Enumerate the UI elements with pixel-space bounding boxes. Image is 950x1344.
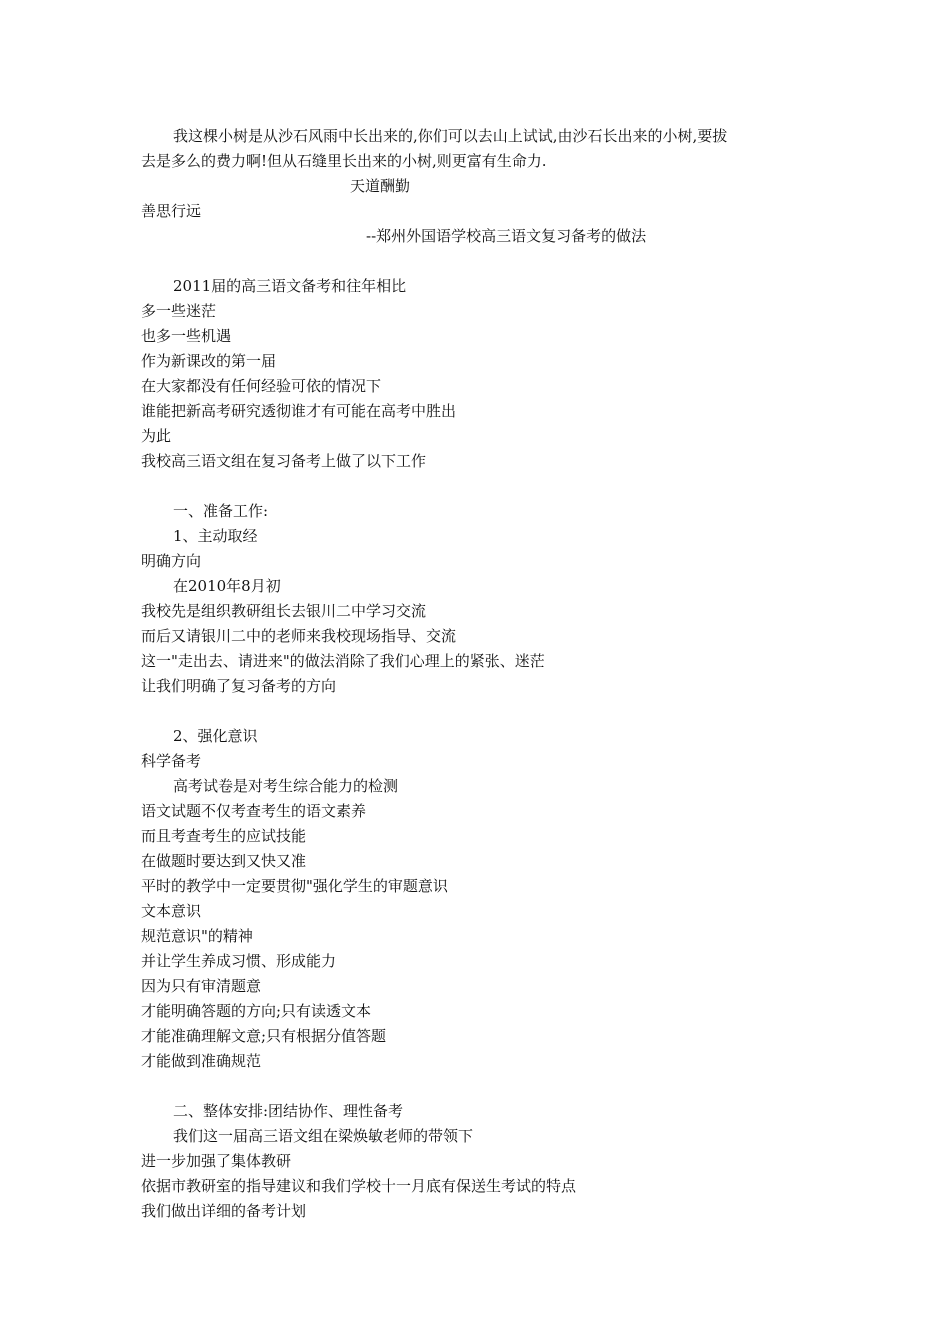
text-line: 我们做出详细的备考计划 <box>141 1202 307 1220</box>
text-line: 我校高三语文组在复习备考上做了以下工作 <box>141 452 427 470</box>
text-line: 高考试卷是对考生综合能力的检测 <box>173 777 399 795</box>
text-line: 我校先是组织教研组长去银川二中学习交流 <box>141 602 427 620</box>
text-line: 而且考查考生的应试技能 <box>141 827 307 845</box>
text-line: 科学备考 <box>141 752 202 770</box>
text-line: 文本意识 <box>141 902 202 920</box>
text-line: 才能准确理解文意;只有根据分值答题 <box>141 1027 387 1045</box>
text-line: 平时的教学中一定要贯彻"强化学生的审题意识 <box>141 877 448 895</box>
text-line: 我这棵小树是从沙石风雨中长出来的,你们可以去山上试试,由沙石长出来的小树,要拔 <box>173 127 728 145</box>
text-line: 这一"走出去、请进来"的做法消除了我们心理上的紧张、迷茫 <box>141 652 545 670</box>
text-line: 依据市教研室的指导建议和我们学校十一月底有保送生考试的特点 <box>141 1177 577 1195</box>
text-line: 明确方向 <box>141 552 202 570</box>
text-line: 进一步加强了集体教研 <box>141 1152 292 1170</box>
subheading: 2、强化意识 <box>173 727 258 745</box>
text-line: 语文试题不仅考查考生的语文素养 <box>141 802 367 820</box>
text-line: 也多一些机遇 <box>141 327 232 345</box>
section-title: 善思行远 <box>141 202 202 220</box>
subheading: 1、主动取经 <box>173 527 258 545</box>
text-line: 谁能把新高考研究透彻谁才有可能在高考中胜出 <box>141 402 457 420</box>
text-line: 并让学生养成习惯、形成能力 <box>141 952 337 970</box>
text-line: 在做题时要达到又快又准 <box>141 852 307 870</box>
heading: 一、准备工作: <box>173 502 269 520</box>
text-line: 才能明确答题的方向;只有读透文本 <box>141 1002 372 1020</box>
heading: 二、整体安排:团结协作、理性备考 <box>173 1102 404 1120</box>
text-line: 因为只有审清题意 <box>141 977 262 995</box>
text-line: 我们这一届高三语文组在梁焕敏老师的带领下 <box>173 1127 474 1145</box>
text-line: 作为新课改的第一届 <box>141 352 277 370</box>
text-line: 2011届的高三语文备考和往年相比 <box>173 277 407 295</box>
text-line: 去是多么的费力啊!但从石缝里长出来的小树,则更富有生命力. <box>141 152 547 170</box>
text-line: 在2010年8月初 <box>173 577 281 595</box>
section-title: 天道酬勤 <box>350 177 411 195</box>
text-line: 为此 <box>141 427 172 445</box>
text-line: 才能做到准确规范 <box>141 1052 262 1070</box>
subtitle: --郑州外国语学校高三语文复习备考的做法 <box>366 227 647 245</box>
text-line: 在大家都没有任何经验可依的情况下 <box>141 377 382 395</box>
text-line: 让我们明确了复习备考的方向 <box>141 677 337 695</box>
text-line: 多一些迷茫 <box>141 302 217 320</box>
text-line: 而后又请银川二中的老师来我校现场指导、交流 <box>141 627 457 645</box>
text-line: 规范意识"的精神 <box>141 927 253 945</box>
